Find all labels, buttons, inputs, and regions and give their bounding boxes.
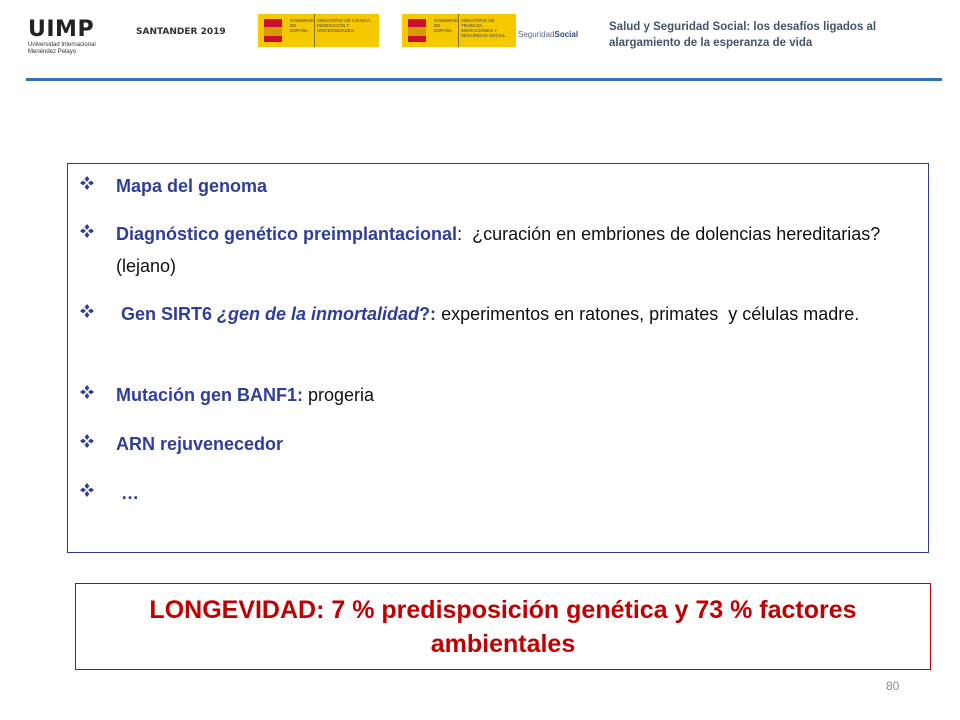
logo-ministry-text: MINISTERIO DE TRABAJO, MIGRACIONES Y SEGURIDAD SOCIAL [461,18,506,38]
diamond-bullet-icon [80,483,94,497]
page-number: 80 [886,679,900,693]
bullet-title: Mutación gen BANF1: [116,385,303,405]
longevity-conclusion-box [75,583,931,670]
seguridad-social-logo-bold: Social [554,30,579,39]
diamond-bullet-icon [80,385,94,399]
diamond-bullet-icon [80,304,94,318]
bullet-body: experimentos en ratones, primates y células madre. [436,304,860,324]
bullet-item [80,379,906,411]
bullet-title-tail: ?: [419,304,437,324]
bullet-text [116,477,906,509]
bullet-item [80,477,906,509]
bullet-body: ¿curación en embriones de dolencias hereditarias? (lejano) [116,224,881,276]
conclusion-line2: ambientales [430,630,576,658]
header-divider [26,78,942,81]
diamond-bullet-icon [80,176,94,190]
seguridad-social-logo-light: Seguridad [518,30,555,39]
uimp-logo [28,18,98,56]
coat-of-arms-icon [258,14,288,47]
bullet-title: Diagnóstico genético preimplantacional [116,224,458,244]
slide-header-title [609,19,919,51]
seguridad-social-logo [518,30,578,39]
conclusion-line1: LONGEVIDAD: 7 % predisposición genética y 73 % factores [149,596,857,624]
bullet-text [116,218,906,282]
bullet-item [80,298,906,330]
bullet-item [80,170,906,202]
bullet-text [116,428,906,460]
logo-government-text: GOBIERNO DE ESPAÑA [288,14,315,47]
uimp-logo-subtitle: Universidad Internacional Menéndez Pelayo [28,42,96,55]
slide-header-title-line2: alargamiento de la esperanza de vida [609,37,813,49]
diamond-bullet-icon [80,224,94,238]
bullet-body: progeria [303,385,375,405]
genetics-bullet-box [67,163,929,553]
logo-government-text: GOBIERNO DE ESPAÑA [432,14,459,47]
bullet-item [80,428,906,460]
ministry-science-logo [258,14,379,47]
bullet-text [116,170,906,202]
bullet-text [116,298,906,330]
bullet-title: Mapa del genoma [116,176,268,196]
bullet-separator: : [457,224,473,244]
slide-header [0,0,960,82]
diamond-bullet-icon [80,434,94,448]
bullet-title: … [116,483,140,503]
slide-header-title-line1: Salud y Seguridad Social: los desafíos ligados al [609,21,877,33]
bullet-text [116,379,906,411]
ministry-labour-logo [402,14,516,47]
bullet-item [80,218,906,282]
coat-of-arms-icon [402,14,432,47]
bullet-lead: Gen SIRT6 [116,304,218,324]
bullet-title-italic: ¿gen de la inmortalidad [217,304,420,324]
uimp-logo-title: UIMP [28,17,95,42]
logo-ministry-text: MINISTERIO DE CIENCIA, INNOVACIÓN Y UNIVERSIDADES [317,18,372,33]
event-label: SANTANDER 2019 [136,27,226,37]
bullet-title: ARN rejuvenecedor [116,434,284,454]
